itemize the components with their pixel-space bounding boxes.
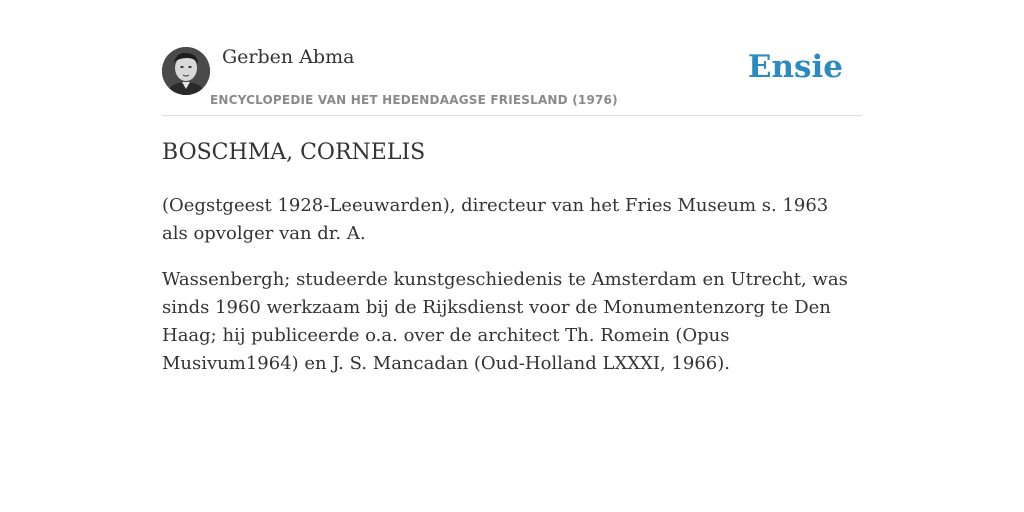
article-title: BOSCHMA, CORNELIS <box>162 140 426 165</box>
article-paragraph: Wassenbergh; studeerde kunstgeschiedenis te Amsterdam en Utrecht, was sinds 1960 werkzaam bij de Rijksdienst voor de Monumentenzorg te Den Haag; hij publiceerde o.a. over de architect Th. Romein (Opus Musivum1964) en J. S. Mancadan (Oud-Holland LXXXI, 1966). <box>162 269 848 374</box>
article-header <box>162 45 862 116</box>
author-portrait-icon <box>162 47 210 95</box>
source-label[interactable]: ENCYCLOPEDIE VAN HET HEDENDAAGSE FRIESLAND (1976) <box>210 93 618 107</box>
article-body <box>162 192 852 396</box>
author-avatar[interactable] <box>162 47 210 95</box>
article-paragraph: (Oegstgeest 1928-Leeuwarden), directeur van het Fries Museum s. 1963 als opvolger van dr. A. <box>162 195 829 244</box>
ensie-logo[interactable]: Ensie <box>747 49 843 85</box>
author-name[interactable]: Gerben Abma <box>222 46 355 68</box>
